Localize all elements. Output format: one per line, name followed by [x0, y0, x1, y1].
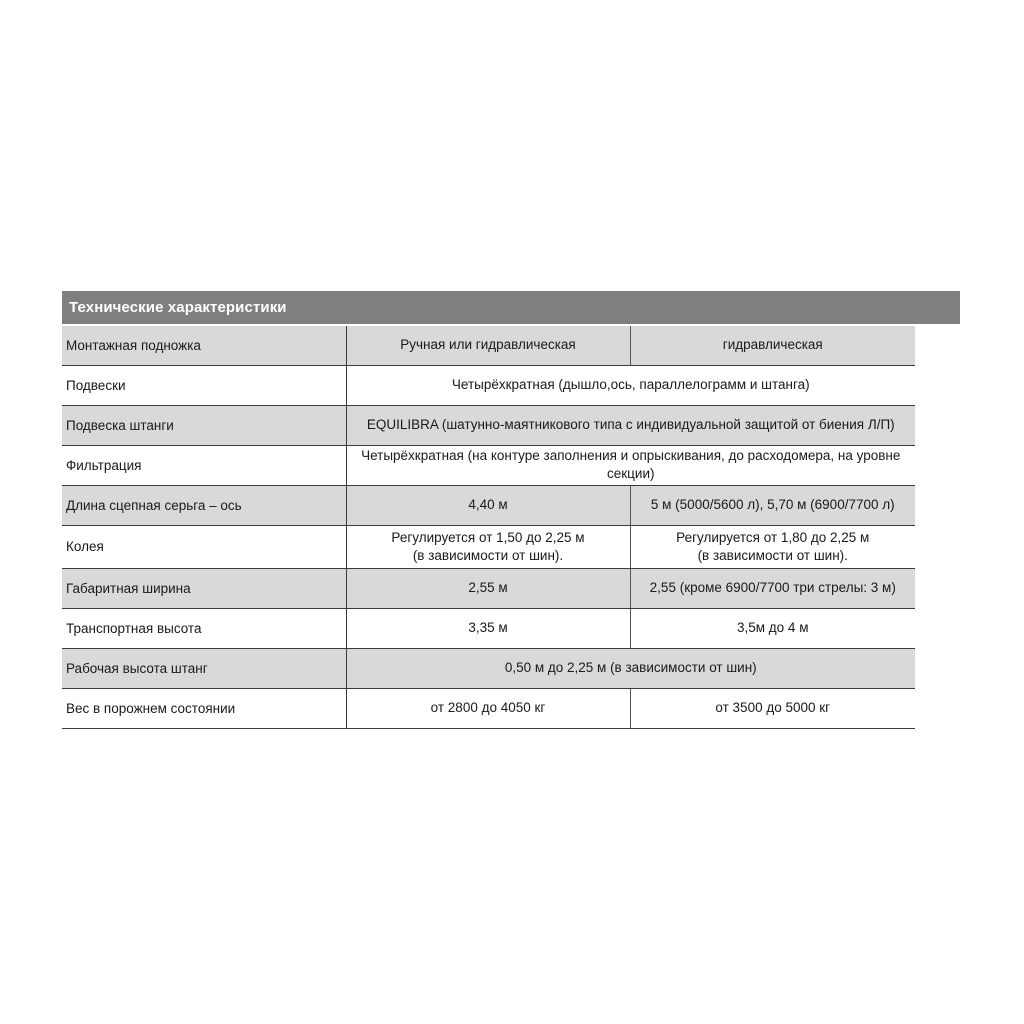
value-cell: 0,50 м до 2,25 м (в зависимости от шин)	[346, 648, 915, 688]
table-row	[62, 525, 915, 568]
value-cell: EQUILIBRA (шатунно-маятникового типа с индивидуальной защитой от биения Л/П)	[346, 405, 915, 445]
table-row	[62, 365, 915, 405]
value-cell: от 2800 до 4050 кг	[346, 688, 630, 728]
value-cell: Четырёхкратная (на контуре заполнения и опрыскивания, до расходомера, на уровне секции)	[346, 445, 915, 485]
table-row	[62, 325, 915, 365]
row-label: Рабочая высота штанг	[62, 648, 346, 688]
value-cell	[630, 525, 915, 568]
spec-table	[62, 324, 915, 729]
value-line: (в зависимости от шин).	[412, 547, 564, 563]
value-cell: гидравлическая	[630, 325, 915, 365]
value-cell: Четырёхкратная (дышло,ось, параллелограмм и штанга)	[346, 365, 915, 405]
row-label: Подвески	[62, 365, 346, 405]
row-label: Подвеска штанги	[62, 405, 346, 445]
value-cell: 5 м (5000/5600 л), 5,70 м (6900/7700 л)	[630, 485, 915, 525]
spec-table-block	[62, 291, 960, 729]
table-title: Технические характеристики	[62, 291, 960, 324]
value-cell: 3,35 м	[346, 608, 630, 648]
row-label: Монтажная подножка	[62, 325, 346, 365]
row-label: Колея	[62, 525, 346, 568]
value-cell: от 3500 до 5000 кг	[630, 688, 915, 728]
table-row	[62, 608, 915, 648]
table-row	[62, 445, 915, 485]
table-row	[62, 485, 915, 525]
table-row	[62, 568, 915, 608]
value-cell: Ручная или гидравлическая	[346, 325, 630, 365]
row-label: Фильтрация	[62, 445, 346, 485]
value-cell: 4,40 м	[346, 485, 630, 525]
value-cell: 3,5м до 4 м	[630, 608, 915, 648]
table-row	[62, 648, 915, 688]
value-cell: 2,55 (кроме 6900/7700 три стрелы: 3 м)	[630, 568, 915, 608]
value-line: Регулируется от 1,50 до 2,25 м	[391, 529, 585, 545]
row-label: Вес в порожнем состоянии	[62, 688, 346, 728]
value-cell	[346, 525, 630, 568]
value-line: Регулируется от 1,80 до 2,25 м	[676, 529, 870, 545]
row-label: Длина сцепная серьга – ось	[62, 485, 346, 525]
table-row	[62, 405, 915, 445]
row-label: Транспортная высота	[62, 608, 346, 648]
table-row	[62, 688, 915, 728]
value-cell: 2,55 м	[346, 568, 630, 608]
value-line: (в зависимости от шин).	[697, 547, 848, 563]
row-label: Габаритная ширина	[62, 568, 346, 608]
